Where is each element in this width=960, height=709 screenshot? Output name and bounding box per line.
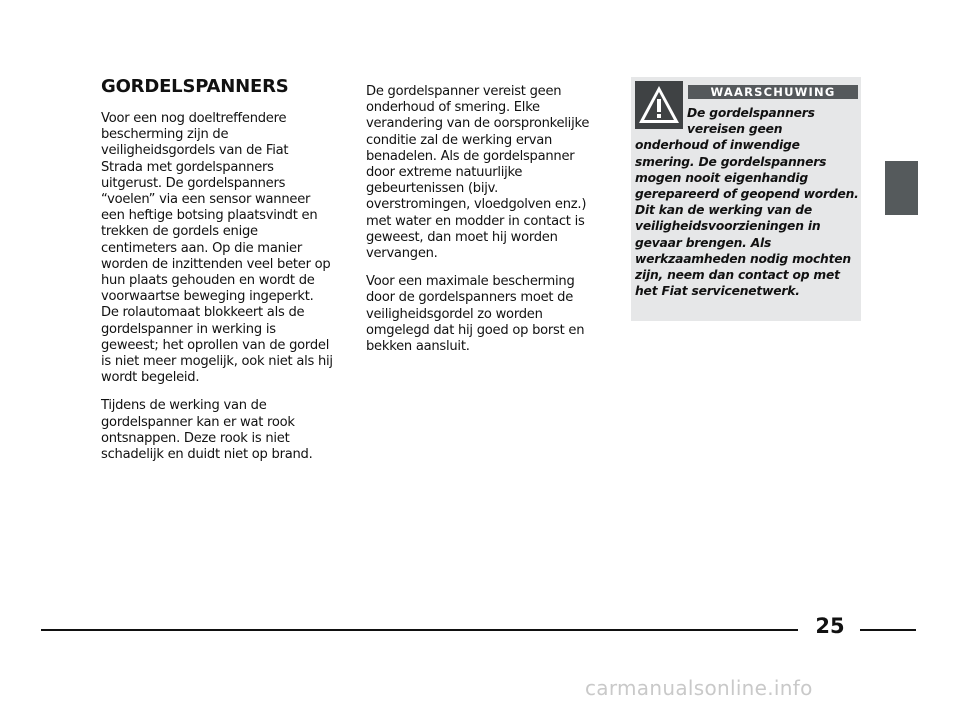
warning-header: WAARSCHUWING xyxy=(688,85,858,99)
watermark: carmanualsonline.info xyxy=(585,676,813,700)
paragraph-2: Tijdens de werking van de gordelspanner kan er wat rook ontsnappen. Deze rook is niet schadelijk en duidt niet op brand. xyxy=(101,398,313,463)
footer-rule-left xyxy=(41,629,798,631)
section-tab-marker xyxy=(885,161,918,215)
middle-column xyxy=(366,84,594,367)
paragraph-1: Voor een nog doeltreffendere bescherming zijn de veiligheidsgordels van de Fiat Strada met gordelspanners uitgerust. De gordelspanners “voelen” via een sensor wanneer een heftige botsing plaatsvindt en trekken de gordels enige centimeters aan. Op die manier worden de inzittenden veel beter op hun plaats gehouden en wordt de voorwaartse beweging ingeperkt. De rolautomaat blokkeert als de gordelspanner in werking is geweest; het oprollen van de gordel is niet meer mogelijk, ook niet als hij wordt begeleid. xyxy=(101,111,333,386)
section-title: GORDELSPANNERS xyxy=(101,76,289,97)
footer-rule-right xyxy=(860,629,916,631)
warning-text-block xyxy=(635,105,859,299)
left-column xyxy=(101,76,333,475)
paragraph-3: De gordelspanner vereist geen onderhoud of smering. Elke verandering van de oorspronkelijke conditie zal de werking ervan benadelen. Als de gordelspanner door extreme natuurlijke gebeurtenissen (bijv. overstromingen, vloedgolven enz.) met water en modder in contact is geweest, dan moet hij worden vervangen. xyxy=(366,84,590,262)
warning-box xyxy=(631,77,861,321)
page-number: 25 xyxy=(815,614,845,638)
paragraph-4: Voor een maximale bescherming door de gordelspanners moet de veiligheidsgordel zo worden omgelegd dat hij goed op borst en bekken aansluit. xyxy=(366,274,585,355)
warning-text: De gordelspanners vereisen geen onderhoud of inwendige smering. De gordelspanners mogen nooit eigenhandig gerepareerd of geopend worden. Dit kan de werking van de veiligheidsvoorzieningen in gevaar brengen. Als werkzaamheden nodig mochten zijn, neem dan contact op met het Fiat servicenetwerk. xyxy=(635,106,859,299)
